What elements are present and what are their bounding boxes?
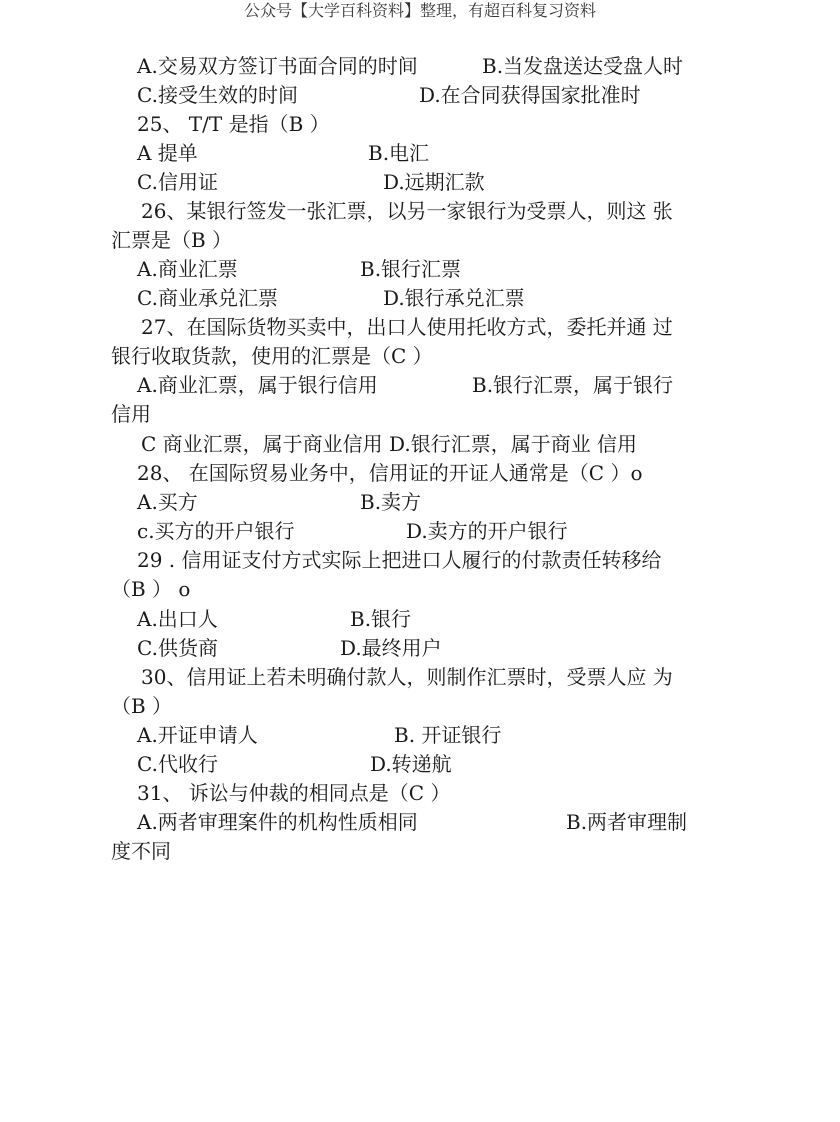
- option-d: D.最终用户: [340, 636, 442, 660]
- option-a: A 提单: [137, 141, 198, 165]
- question-25: 25、 T/T 是指（B ）: [137, 112, 330, 136]
- option-d: D.卖方的开户银行: [406, 519, 568, 543]
- option-c: c.买方的开户银行: [137, 519, 295, 543]
- option-d: D.在合同获得国家批准时: [419, 83, 641, 107]
- question-29: 29 . 信用证支付方式实际上把进口人履行的付款责任转移给: [137, 548, 662, 572]
- option-a: A.开证申请人: [137, 723, 258, 747]
- question-31: 31、 诉讼与仲裁的相同点是（C ）: [137, 781, 451, 805]
- question-26: 26、某银行签发一张汇票，以另一家银行为受票人，则这 张: [141, 199, 673, 223]
- option-a: A.商业汇票，属于银行信用: [137, 373, 378, 397]
- option-d: D.转递航: [370, 752, 452, 776]
- question-27-continued: 银行收取货款，使用的汇票是（C ）: [111, 344, 433, 368]
- question-26-continued: 汇票是（B ）: [111, 228, 233, 252]
- question-28: 28、 在国际贸易业务中，信用证的开证人通常是（C ）o: [137, 461, 643, 485]
- question-27: 27、在国际货物买卖中，出口人使用托收方式，委托并通 过: [141, 315, 673, 339]
- option-a: A.买方: [137, 490, 198, 514]
- option-c: C.代收行: [137, 752, 218, 776]
- option-c: C.接受生效的时间: [137, 83, 298, 107]
- option-d: D.银行承兑汇票: [383, 286, 525, 310]
- option-c: C.供货商: [137, 636, 218, 660]
- option-a: A.两者审理案件的机构性质相同: [137, 810, 418, 834]
- option-d: D.远期汇款: [383, 170, 485, 194]
- option-b: B.两者审理制: [566, 810, 688, 834]
- page-header: 公众号【大学百科资料】整理，有超百科复习资料: [243, 1, 596, 20]
- option-b: B.银行汇票: [360, 257, 462, 281]
- option-a: A.出口人: [137, 607, 218, 631]
- option-b: B.银行汇票，属于银行: [472, 373, 674, 397]
- option-row-cd: C 商业汇票，属于商业信用 D.银行汇票，属于商业 信用: [141, 432, 638, 456]
- question-29-continued: （B ） o: [111, 577, 191, 601]
- option-b: B.当发盘送达受盘人时: [482, 54, 684, 78]
- option-b: B.电汇: [368, 141, 430, 165]
- option-b: B. 开证银行: [394, 723, 502, 747]
- question-30-continued: （B ）: [111, 694, 173, 718]
- option-b: B.卖方: [360, 490, 422, 514]
- option-c: C.信用证: [137, 170, 218, 194]
- option-continued: 度不同: [111, 839, 171, 863]
- option-b: B.银行: [350, 607, 412, 631]
- option-a: A.交易双方签订书面合同的时间: [137, 54, 418, 78]
- option-c: C.商业承兑汇票: [137, 286, 278, 310]
- option-a: A.商业汇票: [137, 257, 238, 281]
- question-30: 30、信用证上若未明确付款人，则制作汇票时，受票人应 为: [141, 665, 673, 689]
- option-continued: 信用: [111, 402, 151, 426]
